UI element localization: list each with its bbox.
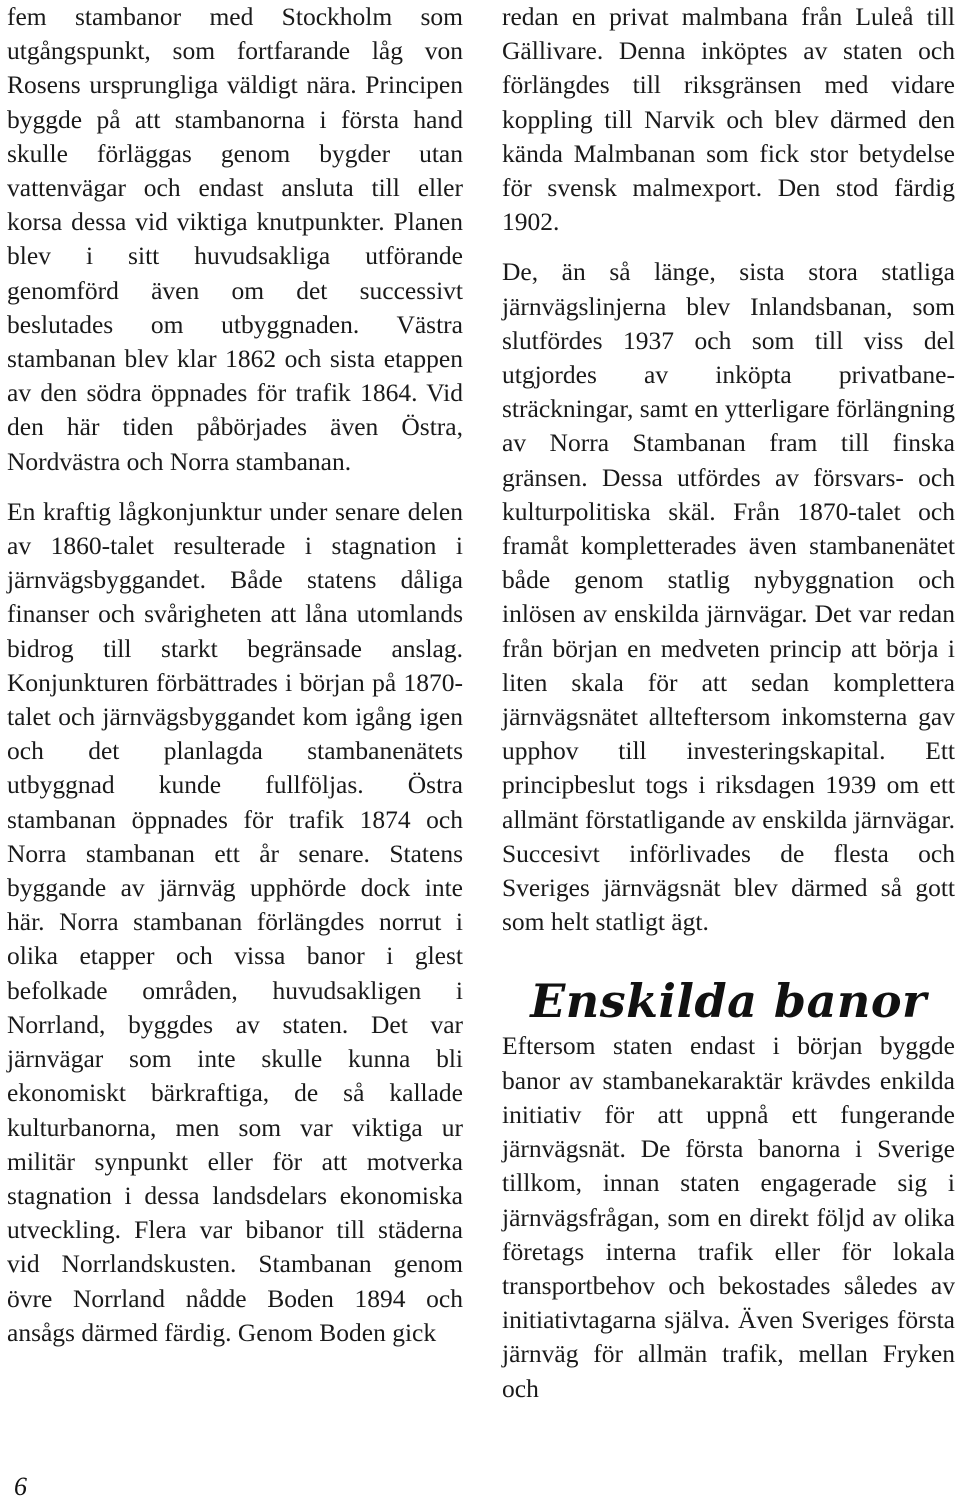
section-heading: Enskilda banor <box>530 974 927 1029</box>
body-paragraph: Eftersom staten endast i början byggde banor av stambanekaraktär krävdes enkilda initiativ för att uppnå ett fungerande järnvägsnät. De första banorna i Sverige tillkom, innan staten engagerade sig i järnvägsfrågan, som en direkt följd av olika företags interna trafik eller för lokala transportbehov och bekostades således av initiativtagarna själva. Även Sveriges första järnväg för allmän trafik, mellan Fryken och <box>502 1031 955 1403</box>
page-number: 6 <box>14 1472 27 1501</box>
left-text-column <box>7 0 463 1350</box>
body-paragraph: redan en privat malmbana från Luleå till Gällivare. Denna inköptes av staten och förlängdes till riksgränsen med vidare koppling till Narvik och blev därmed den kända Malmbanan som fick stor betydelse för svensk malmexport. Den stod färdig 1902. <box>502 2 955 237</box>
body-paragraph: fem stambanor med Stockholm som utgångspunkt, som fortfarande låg von Rosens ursprungliga väldigt nära. Principen byggde på att stambanorna i första hand skulle förläggas genom bygder utan vattenvägar och endast ansluta till eller korsa dessa vid viktiga knutpunkter. Planen blev i sitt huvudsakliga utförande genomförd även om det successivt beslutades om utbyggnaden. Västra stambanan blev klar 1862 och sista etappen av den södra öppnades för trafik 1864. Vid den här tiden påbörjades även Östra, Nordvästra och Norra stambanan. <box>7 2 463 476</box>
body-paragraph: En kraftig lågkonjunktur under senare delen av 1860-talet resulterade i stagnation i järnvägsbyggandet. Både statens dåliga finanser och svårigheten att låna utomlands bidrog till starkt begränsade anslag. Konjunkturen förbättrades i början på 1870-talet och järnvägsbyggandet kom igång igen och det planlagda stambanenätets utbyggnad kunde fullföljas. Östra stambanan öppnades för trafik 1874 och Norra stambanan ett år senare. Statens byggande av järnväg upphörde dock inte här. Norra stambanan förlängdes norrut i olika etapper och vissa banor i glest befolkade områden, huvudsakligen i Norrland, byggdes av staten. Det var järnvägar som inte skulle kunna bli ekonomiskt bärkraftiga, de så kallade kulturbanorna, men som var viktiga ur militär synpunkt eller för att motverka stagnation i dessa landsdelars ekonomiska utveckling. Flera var bibanor till städerna vid Norrlandskusten. Stambanan genom övre Norrland nådde Boden 1894 och ansågs därmed färdig. Genom Boden gick <box>7 496 463 1347</box>
body-paragraph: De, än så länge, sista stora statliga järnvägslinjerna blev Inlandsbanan, som slutfördes 1937 och som till viss del utgjordes av inköpta privatbanesträckningar, samt en ytterligare förlängning av Norra Stambanan fram till finska gränsen. Dessa utfördes av försvars- och kulturpolitiska skäl. Från 1870-talet och framåt kompletterades även stambanenätet både genom statlig nybyggnation och inlösen av enskilda järnvägar. Det var redan från början en medveten princip att börja i liten skala för att sedan komplettera järnvägsnätet allteftersom inkomsterna gav upphov till investeringskapital. Ett principbeslut togs i riksdagen 1939 om ett allmänt förstatligande av enskilda järnvägar. Succesivt införlivades de flesta och Sveriges järnvägsnät blev därmed så gott som helt statligt ägt. <box>502 257 955 937</box>
right-text-column <box>502 0 955 1406</box>
